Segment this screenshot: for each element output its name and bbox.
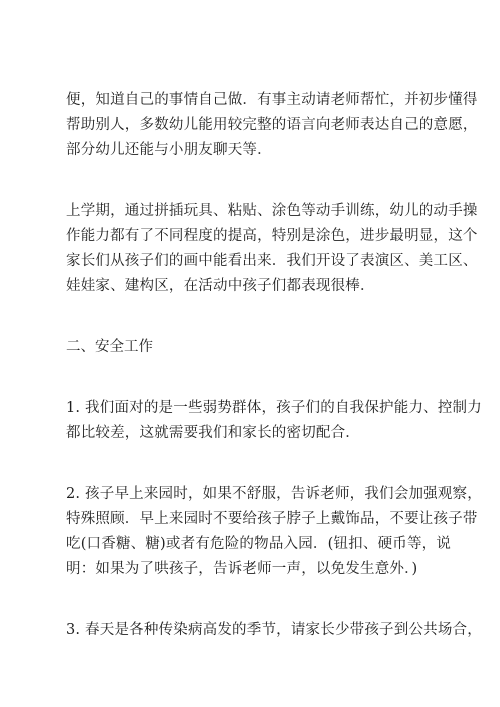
text-line: 部分幼儿还能与小朋友聊天等． bbox=[66, 142, 272, 158]
paragraph-safety-item-1 bbox=[66, 396, 482, 446]
text-line: 1. 我们面对的是一些弱势群体，孩子们的自我保护能力、控制力 bbox=[66, 400, 482, 416]
paragraph-hands-on-skills bbox=[66, 199, 478, 299]
paragraph-safety-item-2 bbox=[66, 482, 482, 582]
document-body bbox=[66, 88, 482, 679]
text-line: 吃(口香糖、糖)或者有危险的物品入园．(钮扣、硬币等，说 bbox=[66, 536, 452, 552]
text-line: 家长们从孩子们的画中能看出来．我们开设了表演区、美工区、 bbox=[66, 253, 478, 269]
text-line: 明：如果为了哄孩子，告诉老师一声，以免发生意外．) bbox=[66, 561, 418, 577]
text-line: 便，知道自己的事情自己做．有事主动请老师帮忙，并初步懂得 bbox=[66, 92, 478, 108]
text-line: 娃娃家、建构区，在活动中孩子们都表现很棒． bbox=[66, 278, 375, 294]
paragraph-self-care bbox=[66, 88, 478, 163]
heading-text: 二、安全工作 bbox=[66, 339, 153, 355]
text-line: 特殊照顾．早上来园时不要给孩子脖子上戴饰品，不要让孩子带 bbox=[66, 511, 478, 527]
text-line: 上学期，通过拼插玩具、粘贴、涂色等动手训练，幼儿的动手操 bbox=[66, 203, 478, 219]
text-line: 2. 孩子早上来园时，如果不舒服，告诉老师，我们会加强观察， bbox=[66, 486, 482, 502]
text-line: 都比较差，这就需要我们和家长的密切配合． bbox=[66, 425, 360, 441]
text-line: 帮助别人，多数幼儿能用较完整的语言向老师表达自己的意愿， bbox=[66, 117, 478, 133]
text-line: 3. 春天是各种传染病高发的季节，请家长少带孩子到公共场合， bbox=[66, 622, 482, 638]
text-line: 作能力都有了不同程度的提高，特别是涂色，进步最明显，这个 bbox=[66, 228, 478, 244]
paragraph-safety-item-3 bbox=[66, 618, 482, 643]
section-heading-safety bbox=[66, 335, 436, 360]
